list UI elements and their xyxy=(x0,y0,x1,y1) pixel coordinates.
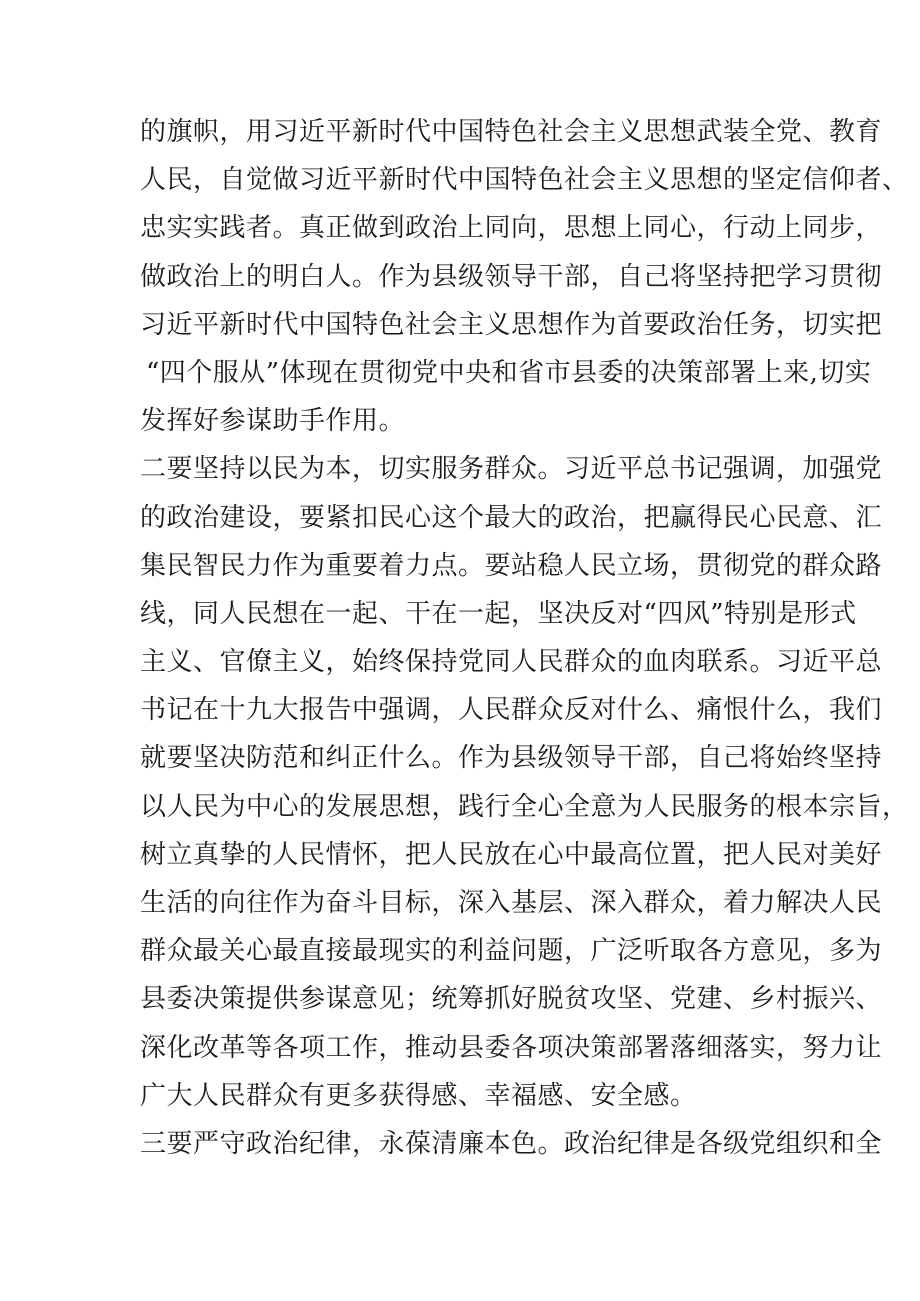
text-line: 的政治建设，要紧扣民心这个最大的政治，把赢得民心民意、汇 xyxy=(140,502,883,533)
paragraph-start-line: 二要坚持以民为本，切实服务群众。习近平总书记强调，加强党 xyxy=(140,454,883,485)
text-line: 忠实实践者。真正做到政治上同向，思想上同心，行动上同步， xyxy=(140,213,883,244)
text-line: 主义、官僚主义，始终保持党同人民群众的血肉联系。习近平总 xyxy=(140,647,883,678)
text-line: 线，同人民想在一起、干在一起，坚决反对“四风”特别是形式 xyxy=(140,598,857,629)
text-line: “四个服从”体现在贯彻党中央和省市县委的决策部署上来,切实 xyxy=(146,357,872,388)
text-line: 以人民为中心的发展思想，践行全心全意为人民服务的根本宗旨， xyxy=(140,791,909,822)
text-line: 深化改革等各项工作，推动县委各项决策部署落细落实，努力让 xyxy=(140,1032,883,1063)
text-line: 集民智民力作为重要着力点。要站稳人民立场，贯彻党的群众路 xyxy=(140,550,883,581)
paragraph-start-line: 三要严守政治纪律，永葆清廉本色。政治纪律是各级党组织和全 xyxy=(140,1128,883,1159)
text-line: 县委决策提供参谋意见；统筹抓好脱贫攻坚、党建、乡村振兴、 xyxy=(140,984,883,1015)
text-line: 习近平新时代中国特色社会主义思想作为首要政治任务，切实把 xyxy=(140,309,883,340)
text-line: 做政治上的明白人。作为县级领导干部，自己将坚持把学习贯彻 xyxy=(140,261,883,292)
text-line: 树立真挚的人民情怀，把人民放在心中最高位置，把人民对美好 xyxy=(140,839,883,870)
text-line: 生活的向往作为奋斗目标，深入基层、深入群众，着力解决人民 xyxy=(140,888,883,918)
text-line: 书记在十九大报告中强调，人民群众反对什么、痛恨什么，我们 xyxy=(140,695,883,726)
text-line: 广大人民群众有更多获得感、幸福感、安全感。 xyxy=(140,1080,697,1111)
text-line: 发挥好参谋助手作用。 xyxy=(140,406,406,437)
document-body xyxy=(140,108,909,1168)
text-line: 的旗帜，用习近平新时代中国特色社会主义思想武装全党、教育 xyxy=(140,117,883,147)
text-line: 群众最关心最直接最现实的利益问题，广泛听取各方意见，多为 xyxy=(140,936,883,967)
text-line: 人民，自觉做习近平新时代中国特色社会主义思想的坚定信仰者、 xyxy=(140,165,909,196)
text-line: 就要坚决防范和纠正什么。作为县级领导干部，自己将始终坚持 xyxy=(140,743,883,774)
